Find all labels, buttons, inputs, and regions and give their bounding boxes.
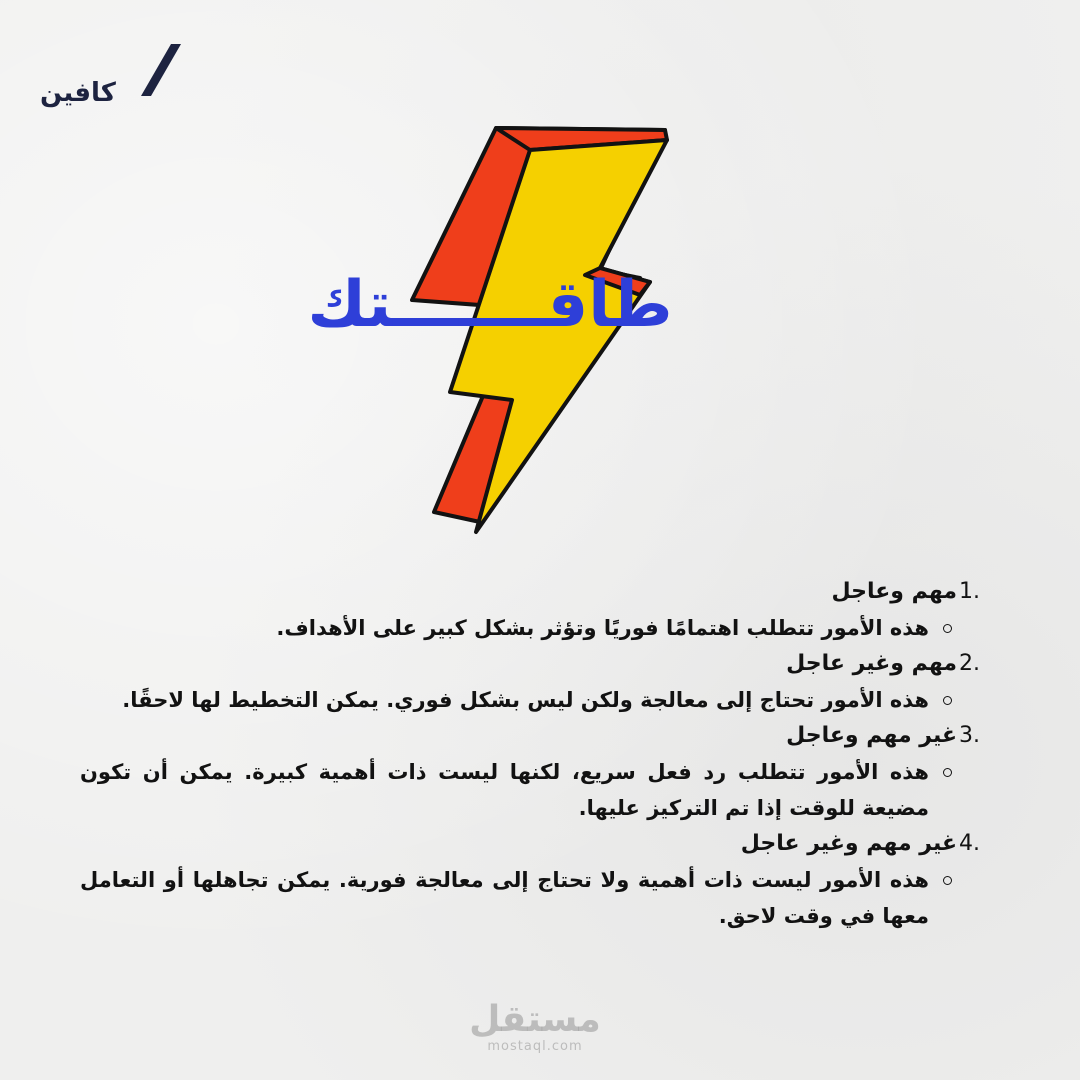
item-heading bbox=[80, 718, 980, 754]
priority-list bbox=[80, 574, 980, 934]
item-number: 1. bbox=[959, 579, 980, 604]
item-heading bbox=[80, 574, 980, 610]
circle-bullet-icon bbox=[943, 768, 952, 777]
circle-bullet-icon bbox=[943, 876, 952, 885]
item-bullet bbox=[80, 610, 980, 646]
item-heading bbox=[80, 826, 980, 862]
item-title: مهم وغير عاجل bbox=[786, 651, 957, 676]
item-number: 4. bbox=[959, 831, 980, 856]
watermark bbox=[460, 1000, 610, 1054]
circle-bullet-icon bbox=[943, 696, 952, 705]
item-bullet bbox=[80, 862, 980, 934]
item-body: هذه الأمور ليست ذات أهمية ولا تحتاج إلى معالجة فورية. يمكن تجاهلها أو التعامل معها في وقت لاحق. bbox=[80, 868, 929, 928]
list-item bbox=[80, 646, 980, 718]
watermark-arabic: مستقل bbox=[469, 999, 601, 1040]
watermark-latin: mostaql.com bbox=[487, 1039, 583, 1054]
item-number: 3. bbox=[959, 723, 980, 748]
brand-logo bbox=[40, 40, 180, 110]
list-item bbox=[80, 718, 980, 826]
item-body: هذه الأمور تتطلب اهتمامًا فوريًا وتؤثر بشكل كبير على الأهداف. bbox=[276, 616, 929, 640]
item-heading bbox=[80, 646, 980, 682]
item-title: غير مهم وغير عاجل bbox=[740, 831, 957, 856]
item-bullet bbox=[80, 682, 980, 718]
item-body: هذه الأمور تحتاج إلى معالجة ولكن ليس بشكل فوري. يمكن التخطيط لها لاحقًا. bbox=[122, 688, 929, 712]
hero-word: طاقـــــــتك bbox=[307, 268, 673, 342]
item-number: 2. bbox=[959, 651, 980, 676]
logo-text: كافين bbox=[40, 78, 116, 108]
item-bullet bbox=[80, 754, 980, 826]
item-body: هذه الأمور تتطلب رد فعل سريع، لكنها ليست ذات أهمية كبيرة. يمكن أن تكون مضيعة للوقت إذا تم التركيز عليها. bbox=[80, 760, 929, 820]
item-title: مهم وعاجل bbox=[831, 579, 957, 604]
list-item bbox=[80, 574, 980, 646]
item-title: غير مهم وعاجل bbox=[786, 723, 957, 748]
circle-bullet-icon bbox=[943, 624, 952, 633]
list-item bbox=[80, 826, 980, 934]
